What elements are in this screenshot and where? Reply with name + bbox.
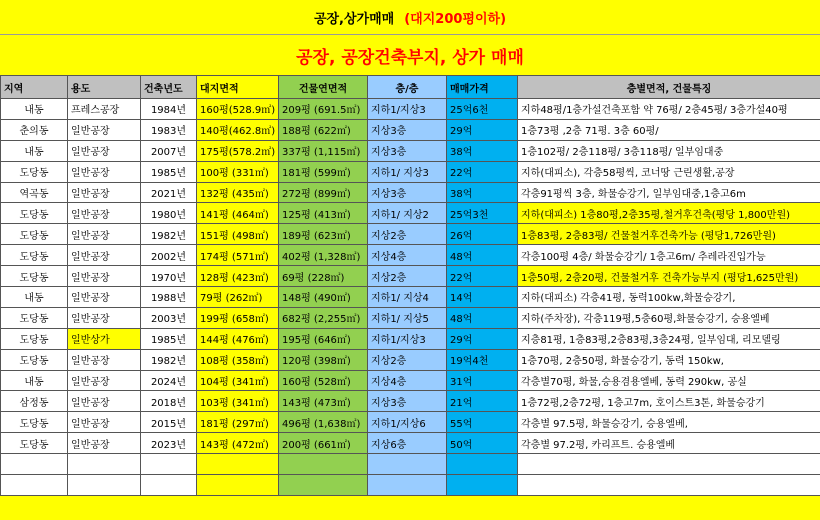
empty-cell[interactable] xyxy=(518,475,820,496)
table-row xyxy=(1,287,820,308)
cell-floor-area[interactable]: 189평 (623㎡) xyxy=(279,224,368,245)
cell-floor-area[interactable]: 272평 (899㎡) xyxy=(279,182,368,203)
empty-cell[interactable] xyxy=(141,454,197,475)
cell-land-area[interactable]: 199평 (658㎡) xyxy=(197,307,279,328)
cell-price[interactable]: 21억 xyxy=(447,391,518,412)
cell-land-area[interactable]: 160평(528.9㎡) xyxy=(197,99,279,120)
cell-price[interactable]: 29억 xyxy=(447,328,518,349)
listing-table xyxy=(0,75,820,496)
cell-floors[interactable]: 지상4층 xyxy=(368,370,447,391)
cell-floors[interactable]: 지하1/ 지상2 xyxy=(368,203,447,224)
table-row xyxy=(1,349,820,370)
cell-land-area[interactable]: 141평 (464㎡) xyxy=(197,203,279,224)
cell-built-year[interactable]: 2015년 xyxy=(141,412,197,433)
empty-cell[interactable] xyxy=(447,454,518,475)
table-row xyxy=(1,433,820,454)
cell-price[interactable]: 25억3천 xyxy=(447,203,518,224)
cell-use[interactable]: 일반공장 xyxy=(68,391,141,412)
cell-floors[interactable]: 지상3층 xyxy=(368,119,447,140)
empty-cell[interactable] xyxy=(447,475,518,496)
cell-floor-area[interactable]: 125평 (413㎡) xyxy=(279,203,368,224)
empty-row xyxy=(1,454,820,475)
cell-features[interactable]: 지하(대피소) 각층41평, 동력100kw,화물승강기, xyxy=(518,287,820,308)
cell-floors[interactable]: 지하1/지상6 xyxy=(368,412,447,433)
cell-built-year[interactable]: 1983년 xyxy=(141,119,197,140)
banner-title: 공장, 공장건축부지, 상가 매매 xyxy=(0,35,820,75)
cell-built-year[interactable]: 1984년 xyxy=(141,99,197,120)
cell-region[interactable]: 춘의동 xyxy=(1,119,68,140)
cell-floors[interactable]: 지상3층 xyxy=(368,391,447,412)
cell-use[interactable]: 일반공장 xyxy=(68,224,141,245)
cell-floors[interactable]: 지상3층 xyxy=(368,182,447,203)
cell-price[interactable]: 29억 xyxy=(447,119,518,140)
cell-region[interactable]: 역곡동 xyxy=(1,182,68,203)
cell-floor-area[interactable]: 181평 (599㎡) xyxy=(279,161,368,182)
cell-built-year[interactable]: 2002년 xyxy=(141,245,197,266)
cell-price[interactable]: 48억 xyxy=(447,245,518,266)
column-header-use: 용도 xyxy=(68,76,141,99)
cell-land-area[interactable]: 181평 (297㎡) xyxy=(197,412,279,433)
cell-region[interactable]: 도당동 xyxy=(1,349,68,370)
cell-features[interactable]: 지층81평, 1층83평,2층83평,3층24평, 일부임대, 리모델링 xyxy=(518,328,820,349)
cell-price[interactable]: 38억 xyxy=(447,182,518,203)
cell-use[interactable]: 일반공장 xyxy=(68,161,141,182)
column-header-built-year: 건축년도 xyxy=(141,76,197,99)
column-header-region: 지역 xyxy=(1,76,68,99)
cell-floor-area[interactable]: 337평 (1,115㎡) xyxy=(279,140,368,161)
cell-floor-area[interactable]: 69평 (228㎡) xyxy=(279,266,368,287)
cell-use[interactable]: 일반공장 xyxy=(68,182,141,203)
cell-land-area[interactable]: 79평 (262㎡) xyxy=(197,287,279,308)
cell-region[interactable]: 도당동 xyxy=(1,433,68,454)
cell-floors[interactable]: 지상2층 xyxy=(368,349,447,370)
empty-cell[interactable] xyxy=(68,454,141,475)
cell-land-area[interactable]: 108평 (358㎡) xyxy=(197,349,279,370)
cell-region[interactable]: 내동 xyxy=(1,287,68,308)
cell-features[interactable]: 1층102평/ 2층118평/ 3층118평/ 일부임대중 xyxy=(518,140,820,161)
cell-built-year[interactable]: 1985년 xyxy=(141,161,197,182)
cell-region[interactable]: 내동 xyxy=(1,370,68,391)
table-row xyxy=(1,119,820,140)
cell-floors[interactable]: 지하1/ 지상3 xyxy=(368,161,447,182)
cell-land-area[interactable]: 175평(578.2㎡) xyxy=(197,140,279,161)
cell-price[interactable]: 25억6천 xyxy=(447,99,518,120)
cell-features[interactable]: 각층별 97.5평, 화물승강기, 승용엘베, xyxy=(518,412,820,433)
table-body xyxy=(1,99,820,496)
cell-land-area[interactable]: 128평 (423㎡) xyxy=(197,266,279,287)
empty-row xyxy=(1,475,820,496)
main-title: 공장,상가매매 xyxy=(313,11,395,27)
cell-price[interactable]: 26억 xyxy=(447,224,518,245)
cell-price[interactable]: 55억 xyxy=(447,412,518,433)
cell-features[interactable]: 각층별 97.2평, 카리프트. 승용엘베 xyxy=(518,433,820,454)
cell-features[interactable]: 1층83평, 2층83평/ 건물철거후건축가능 (평당1,726만원) xyxy=(518,224,820,245)
cell-features[interactable]: 1층70평, 2층50평, 화물승강기, 동력 150kw, xyxy=(518,349,820,370)
cell-use[interactable]: 일반공장 xyxy=(68,370,141,391)
cell-features[interactable]: 1층73평 ,2층 71평. 3층 60평/ xyxy=(518,119,820,140)
cell-price[interactable]: 50억 xyxy=(447,433,518,454)
cell-use[interactable]: 일반공장 xyxy=(68,203,141,224)
cell-price[interactable]: 22억 xyxy=(447,161,518,182)
cell-floors[interactable]: 지하1/지상3 xyxy=(368,99,447,120)
cell-floors[interactable]: 지하1/ 지상5 xyxy=(368,307,447,328)
cell-price[interactable]: 22억 xyxy=(447,266,518,287)
table-row xyxy=(1,99,820,120)
table-row xyxy=(1,245,820,266)
empty-cell[interactable] xyxy=(518,454,820,475)
cell-land-area[interactable]: 132평 (435㎡) xyxy=(197,182,279,203)
cell-land-area[interactable]: 103평 (341㎡) xyxy=(197,391,279,412)
cell-features[interactable]: 각층91평씩 3층, 화물승강기, 일부임대중,1층고6m xyxy=(518,182,820,203)
cell-features[interactable]: 지하48평/1층가설건축포함 약 76평/ 2층45평/ 3층가설40평 xyxy=(518,99,820,120)
cell-features[interactable]: 지하(주차장), 각층119평,5층60평,화물승강기, 승용엘베 xyxy=(518,307,820,328)
column-header-land-area: 대지면적 xyxy=(197,76,279,99)
cell-region[interactable]: 도당동 xyxy=(1,412,68,433)
empty-cell[interactable] xyxy=(1,454,68,475)
cell-built-year[interactable]: 1988년 xyxy=(141,287,197,308)
cell-region[interactable]: 삼정동 xyxy=(1,391,68,412)
cell-use[interactable]: 프레스공장 xyxy=(68,99,141,120)
cell-price[interactable]: 14억 xyxy=(447,287,518,308)
cell-features[interactable]: 각층별70평, 화물,승용겸용엘베, 동력 290kw, 공실 xyxy=(518,370,820,391)
cell-built-year[interactable]: 2021년 xyxy=(141,182,197,203)
cell-built-year[interactable]: 1985년 xyxy=(141,328,197,349)
cell-region[interactable]: 도당동 xyxy=(1,224,68,245)
empty-cell[interactable] xyxy=(368,454,447,475)
empty-cell[interactable] xyxy=(1,475,68,496)
cell-built-year[interactable]: 2024년 xyxy=(141,370,197,391)
table-row xyxy=(1,140,820,161)
cell-use[interactable]: 일반공장 xyxy=(68,266,141,287)
cell-built-year[interactable]: 2007년 xyxy=(141,140,197,161)
cell-land-area[interactable]: 100평 (331㎡) xyxy=(197,161,279,182)
cell-use[interactable]: 일반상가 xyxy=(68,328,141,349)
cell-region[interactable]: 도당동 xyxy=(1,328,68,349)
cell-floor-area[interactable]: 402평 (1,328㎡) xyxy=(279,245,368,266)
cell-built-year[interactable]: 2003년 xyxy=(141,307,197,328)
table-row xyxy=(1,391,820,412)
empty-cell[interactable] xyxy=(279,475,368,496)
cell-price[interactable]: 38억 xyxy=(447,140,518,161)
cell-built-year[interactable]: 1970년 xyxy=(141,266,197,287)
cell-floor-area[interactable]: 496평 (1,638㎡) xyxy=(279,412,368,433)
cell-price[interactable]: 19억4천 xyxy=(447,349,518,370)
empty-cell[interactable] xyxy=(197,475,279,496)
cell-features[interactable]: 1층50평, 2층20평, 건물철거후 건축가능부지 (평당1,625만원) xyxy=(518,266,820,287)
table-row xyxy=(1,161,820,182)
cell-floor-area[interactable]: 682평 (2,255㎡) xyxy=(279,307,368,328)
cell-floors[interactable]: 지상6층 xyxy=(368,433,447,454)
column-header-price: 매매가격 xyxy=(447,76,518,99)
table-row xyxy=(1,328,820,349)
cell-floors[interactable]: 지상3층 xyxy=(368,140,447,161)
empty-cell[interactable] xyxy=(279,454,368,475)
empty-cell[interactable] xyxy=(141,475,197,496)
table-row xyxy=(1,266,820,287)
cell-floors[interactable]: 지상2층 xyxy=(368,224,447,245)
cell-region[interactable]: 도당동 xyxy=(1,245,68,266)
cell-use[interactable]: 일반공장 xyxy=(68,307,141,328)
cell-region[interactable]: 내동 xyxy=(1,140,68,161)
cell-built-year[interactable]: 1980년 xyxy=(141,203,197,224)
table-row xyxy=(1,412,820,433)
cell-floor-area[interactable]: 200평 (661㎡) xyxy=(279,433,368,454)
table-row xyxy=(1,370,820,391)
table-row xyxy=(1,203,820,224)
cell-features[interactable]: 지하(대피소) 1층80평,2층35평,철거후건축(평당 1,800만원) xyxy=(518,203,820,224)
cell-floor-area[interactable]: 188평 (622㎡) xyxy=(279,119,368,140)
column-header-floor-area: 건물연면적 xyxy=(279,76,368,99)
cell-floors[interactable]: 지하1/지상3 xyxy=(368,328,447,349)
cell-land-area[interactable]: 144평 (476㎡) xyxy=(197,328,279,349)
cell-price[interactable]: 31억 xyxy=(447,370,518,391)
empty-cell[interactable] xyxy=(368,475,447,496)
column-header-features: 층별면적, 건물특징 xyxy=(518,76,820,99)
empty-cell[interactable] xyxy=(197,454,279,475)
cell-use[interactable]: 일반공장 xyxy=(68,349,141,370)
cell-use[interactable]: 일반공장 xyxy=(68,119,141,140)
cell-floor-area[interactable]: 209평 (691.5㎡) xyxy=(279,99,368,120)
cell-built-year[interactable]: 2023년 xyxy=(141,433,197,454)
cell-land-area[interactable]: 143평 (472㎡) xyxy=(197,433,279,454)
cell-floor-area[interactable]: 195평 (646㎡) xyxy=(279,328,368,349)
cell-floors[interactable]: 지상4층 xyxy=(368,245,447,266)
table-row xyxy=(1,307,820,328)
cell-use[interactable]: 일반공장 xyxy=(68,412,141,433)
table-row xyxy=(1,224,820,245)
cell-floor-area[interactable]: 148평 (490㎡) xyxy=(279,287,368,308)
cell-land-area[interactable]: 151평 (498㎡) xyxy=(197,224,279,245)
cell-use[interactable]: 일반공장 xyxy=(68,287,141,308)
cell-use[interactable]: 일반공장 xyxy=(68,433,141,454)
cell-built-year[interactable]: 1982년 xyxy=(141,224,197,245)
cell-use[interactable]: 일반공장 xyxy=(68,140,141,161)
cell-region[interactable]: 도당동 xyxy=(1,203,68,224)
cell-region[interactable]: 도당동 xyxy=(1,266,68,287)
cell-land-area[interactable]: 104평 (341㎡) xyxy=(197,370,279,391)
cell-floor-area[interactable]: 120평 (398㎡) xyxy=(279,349,368,370)
cell-features[interactable]: 지하(대피소), 각층58평씩, 코너땅 근린생활,공장 xyxy=(518,161,820,182)
cell-features[interactable]: 1층72평,2층72평, 1층고7m, 호이스트3톤, 화물승강기 xyxy=(518,391,820,412)
cell-built-year[interactable]: 1982년 xyxy=(141,349,197,370)
cell-floors[interactable]: 지하1/ 지상4 xyxy=(368,287,447,308)
cell-region[interactable]: 내동 xyxy=(1,99,68,120)
cell-region[interactable]: 도당동 xyxy=(1,307,68,328)
cell-features[interactable]: 각층100평 4층/ 화물승강기/ 1층고6m/ 추레라진입가능 xyxy=(518,245,820,266)
column-header-floors: 층/층 xyxy=(368,76,447,99)
cell-built-year[interactable]: 2018년 xyxy=(141,391,197,412)
cell-price[interactable]: 48억 xyxy=(447,307,518,328)
sub-title: (대지200평이하) xyxy=(404,11,507,27)
cell-land-area[interactable]: 174평 (571㎡) xyxy=(197,245,279,266)
empty-cell[interactable] xyxy=(68,475,141,496)
cell-floor-area[interactable]: 160평 (528㎡) xyxy=(279,370,368,391)
cell-floors[interactable]: 지상2층 xyxy=(368,266,447,287)
cell-use[interactable]: 일반공장 xyxy=(68,245,141,266)
header-row xyxy=(1,76,820,99)
cell-floor-area[interactable]: 143평 (473㎡) xyxy=(279,391,368,412)
table-row xyxy=(1,182,820,203)
title-bar xyxy=(0,0,820,35)
cell-region[interactable]: 도당동 xyxy=(1,161,68,182)
cell-land-area[interactable]: 140평(462.8㎡) xyxy=(197,119,279,140)
